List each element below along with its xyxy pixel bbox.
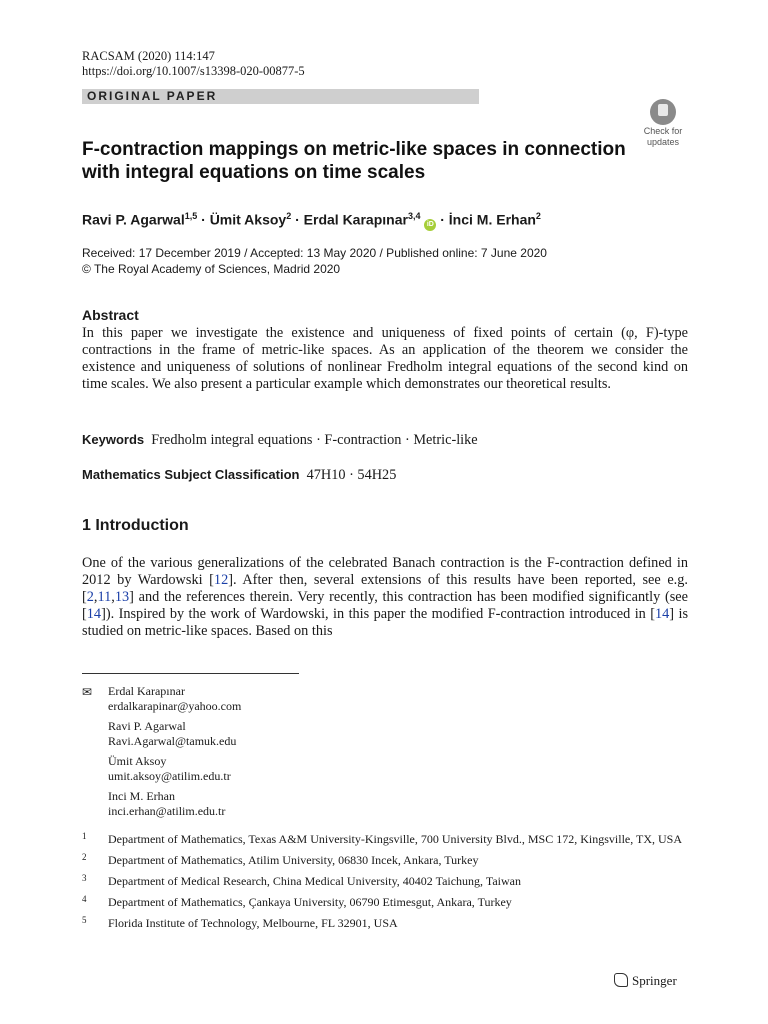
affiliation-item [82, 916, 688, 931]
author-name: Ravi P. Agarwal [82, 211, 185, 228]
check-updates-label-2: updates [646, 137, 680, 147]
contact-name: Inci M. Erhan [108, 789, 175, 803]
contact-name: Ravi P. Agarwal [108, 719, 186, 733]
affiliation-text: Department of Mathematics, Texas A&M University-Kingsville, 700 University Blvd., MSC 172, Kingsville, TX, USA [108, 832, 683, 846]
footnote-divider [82, 673, 299, 674]
author-affil: 3,4 [407, 211, 421, 221]
author-name: Erdal Karapınar [303, 211, 408, 228]
msc-text: 47H10 · 54H25 [306, 467, 397, 483]
subject-classification [82, 466, 396, 484]
citation-separator: , [93, 589, 98, 605]
contact-email[interactable]: inci.erhan@atilim.edu.tr [108, 803, 226, 818]
citation-link[interactable]: 12 [213, 572, 229, 588]
section-heading-introduction: 1 Introduction [82, 517, 189, 534]
contact-email[interactable]: Ravi.Agarwal@tamuk.edu [108, 733, 237, 748]
affiliations [82, 832, 688, 937]
author-affil: 2 [535, 211, 541, 221]
affiliation-number: 2 [82, 852, 87, 862]
check-updates-label-1: Check for [643, 126, 683, 136]
author-name: İnci M. Erhan [448, 211, 536, 228]
copyright-notice: © The Royal Academy of Sciences, Madrid 2020 [82, 262, 341, 276]
affiliation-text: Department of Mathematics, Çankaya University, 06790 Etimesgut, Ankara, Turkey [108, 895, 512, 909]
doi-link[interactable]: https://doi.org/10.1007/s13398-020-00877-5 [82, 64, 305, 78]
publisher-logo [614, 973, 677, 989]
contact-name: Erdal Karapınar [108, 684, 185, 698]
affiliation-item [82, 832, 688, 847]
citation-link[interactable]: 13 [114, 589, 130, 605]
intro-text: ]). Inspired by the work of Wardowski, in this paper the modified F-contraction introduced in [ [101, 606, 655, 622]
author-name: Ümit Aksoy [209, 211, 287, 228]
orcid-icon[interactable]: iD [424, 219, 436, 231]
affiliation-text: Florida Institute of Technology, Melbourne, FL 32901, USA [108, 916, 398, 930]
affiliation-text: Department of Medical Research, China Medical University, 40402 Taichung, Taiwan [108, 874, 521, 888]
affiliation-number: 3 [82, 873, 87, 883]
article-type-banner [82, 89, 479, 104]
author-contacts [82, 684, 241, 824]
author-affil: 1,5 [184, 211, 198, 221]
article-title [82, 138, 642, 184]
contact-entry [82, 789, 241, 818]
journal-ref: RACSAM (2020) 114:147 [82, 49, 215, 63]
author-list [82, 207, 541, 231]
check-for-updates-badge[interactable] [638, 99, 688, 147]
contact-name: Ümit Aksoy [108, 754, 167, 768]
keywords-label: Keywords [82, 432, 145, 447]
citation-link[interactable]: 14 [86, 606, 102, 622]
title-line-1: F-contraction mappings on metric-like spaces in connection [82, 139, 626, 160]
abstract-text: In this paper we investigate the existence and uniqueness of fixed points of certain (φ, F)-type contractions in the frame of metric-like spaces. As an application of the theorem we consider the existence and uniqueness of solutions of nonlinear Fredholm integral equations of the second kind on time scales. We also present a particular example which demonstrates our theoretical results. [82, 325, 688, 392]
publisher-name: Springer [632, 973, 677, 988]
affiliation-item [82, 874, 688, 889]
abstract-heading: Abstract [82, 307, 139, 323]
affiliation-number: 5 [82, 915, 87, 925]
title-line-2: with integral equations on time scales [82, 162, 426, 183]
history-dates: Received: 17 December 2019 / Accepted: 13 May 2020 / Published online: 7 June 2020 [82, 246, 547, 260]
citation-link[interactable]: 2 [86, 589, 94, 605]
author-separator: · [295, 211, 300, 228]
springer-horse-icon [614, 973, 628, 987]
article-type: ORIGINAL PAPER [87, 89, 218, 103]
introduction-paragraph [82, 555, 688, 640]
author-separator: · [440, 211, 445, 228]
journal-header [82, 49, 305, 79]
author-affil: 2 [286, 211, 292, 221]
affiliation-item [82, 853, 688, 868]
author-separator: · [201, 211, 206, 228]
contact-entry [82, 684, 241, 713]
citation-link[interactable]: 14 [655, 606, 670, 622]
envelope-icon: ✉ [82, 685, 93, 699]
contact-entry [82, 754, 241, 783]
intro-text: One of the various generalizations of the celebrated Banach contraction is the F-contraction defined in 2012 by Wardowski [ [82, 555, 688, 588]
publication-dates [82, 245, 547, 277]
intro-text: ]. After then, several extensions of this results have been reported, see e.g. [ [82, 572, 688, 605]
contact-entry [82, 719, 241, 748]
keywords [82, 431, 478, 449]
affiliation-item [82, 895, 688, 910]
affiliation-number: 1 [82, 831, 87, 841]
check-updates-icon [650, 99, 676, 125]
affiliation-text: Department of Mathematics, Atilim University, 06830 Incek, Ankara, Turkey [108, 853, 479, 867]
keywords-text: Fredholm integral equations · F-contraction · Metric-like [151, 432, 478, 448]
intro-text: ] is studied on metric-like spaces. Based on this [82, 606, 689, 639]
contact-email[interactable]: umit.aksoy@atilim.edu.tr [108, 768, 231, 783]
citation-separator: , [111, 589, 115, 605]
citation-link[interactable]: 11 [97, 589, 112, 605]
intro-text: ] and the references therein. Very recently, this contraction has been modified significantly (see [ [82, 589, 688, 622]
affiliation-number: 4 [82, 894, 87, 904]
msc-label: Mathematics Subject Classification [82, 467, 300, 482]
contact-email[interactable]: erdalkarapinar@yahoo.com [108, 698, 242, 713]
